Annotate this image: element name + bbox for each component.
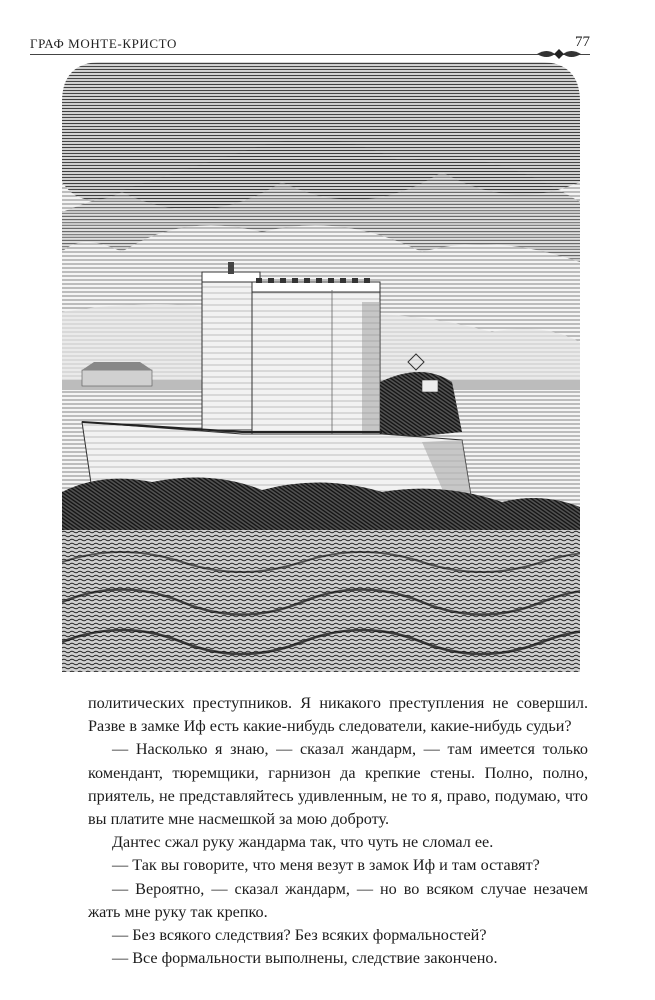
header-rule (30, 54, 590, 55)
running-head (30, 34, 590, 54)
paragraph: — Все формальности выполнены, следствие закончено. (112, 949, 498, 968)
paragraph: — Без всякого следствия? Без всяких формальностей? (112, 926, 487, 945)
body-text (88, 692, 588, 970)
paragraph: — Вероятно, — сказал жандарм, — но во всяком случае незачем жать мне руку так крепко. (88, 879, 588, 921)
paragraph: политических преступников. Я никакого преступления не совершил. Разве в замке Иф есть какие-нибудь следователи, какие-нибудь судьи? (88, 694, 588, 736)
chateau-d-if-engraving (62, 62, 580, 672)
paragraph: — Так вы говорите, что меня везут в замок Иф и там оставят? (112, 856, 540, 875)
paragraph: Дантес сжал руку жандарма так, что чуть не сломал ее. (112, 833, 494, 852)
paragraph: — Насколько я знаю, — сказал жандарм, — там имеется только комендант, тюремщики, гарнизон да крепкие стены. Полно, полно, приятель, не представляйтесь удивленным, не то я, право, подумаю, что вы платите мне насмешкой за мою доброту. (88, 740, 588, 829)
engraving-illustration (62, 62, 580, 672)
running-title: ГРАФ МОНТЕ-КРИСТО (30, 36, 178, 51)
page-number: 77 (575, 34, 590, 50)
